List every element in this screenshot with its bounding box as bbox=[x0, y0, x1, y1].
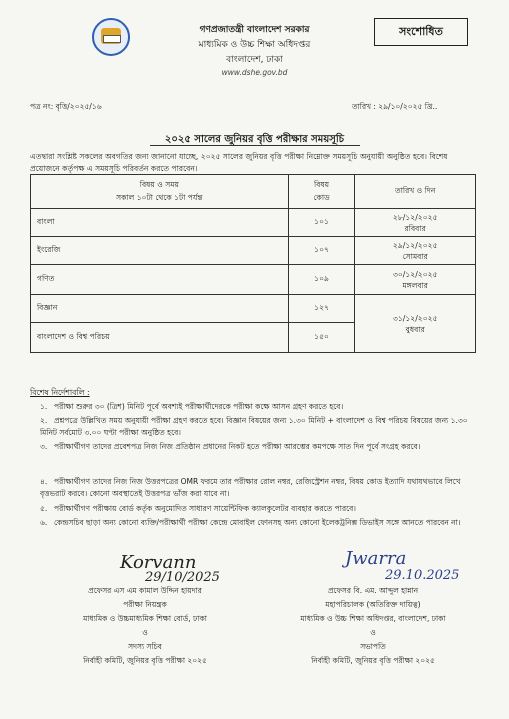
left-committee: নির্বাহী কমিটি, জুনিয়র বৃত্তি পরীক্ষা ২০২৫ bbox=[83, 656, 207, 665]
right-title: মহাপরিচালক (অতিরিক্ত দায়িত্ব) bbox=[325, 600, 421, 609]
instruction-item bbox=[40, 517, 480, 529]
left-name: প্রফেসর এস এম কামাল উদ্দিন হায়দার bbox=[88, 586, 202, 595]
subject-cell: গণিত bbox=[31, 265, 289, 295]
code-cell: ১০৭ bbox=[288, 237, 355, 265]
right-signature: Jwarra bbox=[345, 548, 407, 569]
header-subject-time bbox=[31, 175, 289, 209]
instruction-text: পরীক্ষার্থীগণ তাদের প্রবেশপত্র নিজ নিজ প্রতিষ্ঠান প্রধানের নিকট হতে পরীক্ষা আরম্ভের কমপক্ষে সাত দিন পূর্বে সংগ্রহ করবে। bbox=[54, 442, 421, 451]
subject-cell: বাংলা bbox=[31, 209, 289, 237]
subject-cell: ইংরেজি bbox=[31, 237, 289, 265]
date-cell bbox=[355, 295, 476, 353]
instruction-number: ৬. bbox=[40, 518, 48, 527]
left-signature: Korvann bbox=[120, 552, 197, 573]
right-and: ও bbox=[370, 628, 376, 637]
code-cell: ১৫০ bbox=[288, 323, 355, 353]
exam-day: বুধবার bbox=[405, 324, 425, 334]
left-and: ও bbox=[142, 628, 148, 637]
table-row bbox=[31, 237, 476, 265]
code-cell: ১০৯ bbox=[288, 265, 355, 295]
schedule-table bbox=[30, 174, 476, 353]
instruction-text: পরীক্ষার্থীগণ তাদের নিজ নিজ উত্তরপত্রের OMR ফরমে তার পরীক্ষার রোল নম্বর, রেজিস্ট্রেশন নম্বর, বিষয় কোড ইত্যাদি যথাযথভাবে লিখে বৃত্তভরাট করবে। কোনো অবস্থাতেই উত্তরপত্র ভাঁজ করা যাবে না। bbox=[40, 477, 461, 498]
left-signature-date: 29/10/2025 bbox=[145, 570, 220, 585]
table-header-row bbox=[31, 175, 476, 209]
instruction-text: প্রশ্নপত্রে উল্লিখিত সময় অনুযায়ী পরীক্ষা গ্রহণ করতে হবে। বিজ্ঞান বিষয়ের জন্য ১.৩০ মিনিট + বাংলাদেশ ও বিশ্ব পরিচয় বিষয়ের জন্য ১.৩০ মিনিট সর্বমোট ৩.০০ ঘণ্টা পরীক্ষা অনুষ্ঠিত হবে। bbox=[40, 416, 468, 437]
right-committee: নির্বাহী কমিটি, জুনিয়র বৃত্তি পরীক্ষা ২০২৫ bbox=[311, 656, 435, 665]
instruction-number: ৫. bbox=[40, 504, 48, 513]
exam-day: রবিবার bbox=[404, 223, 426, 233]
instruction-number: ৩. bbox=[40, 442, 48, 451]
left-title: পরীক্ষা নিয়ন্ত্রক bbox=[123, 600, 167, 609]
revised-stamp: সংশোধিত bbox=[374, 18, 468, 46]
header-time-label: সকাল ১০টা থেকে ১টা পর্যন্ত bbox=[116, 192, 203, 202]
left-signatory bbox=[40, 584, 250, 668]
instruction-number: ২. bbox=[40, 416, 48, 425]
right-signature-date: 29.10.2025 bbox=[385, 568, 460, 583]
date-cell bbox=[355, 237, 476, 265]
title-underline bbox=[150, 145, 360, 146]
header-date-day: তারিখ ও দিন bbox=[355, 175, 476, 209]
header-code-line1: বিষয় bbox=[314, 179, 330, 189]
table-row bbox=[31, 265, 476, 295]
memo-number: পত্র নং: বৃত্তি/২০২৫/১৬ bbox=[30, 102, 102, 111]
exam-date: ৩১/১২/২০২৫ bbox=[392, 313, 438, 323]
page-title: ২০২৫ সালের জুনিয়র বৃত্তি পরীক্ষার সময়সূচি bbox=[164, 134, 345, 145]
instruction-text: পরীক্ষার্থীগণ পরীক্ষায় বোর্ড কর্তৃক অনুমোদিত সাধারণ সায়েন্টিফিক ক্যালকুলেটর ব্যবহার করতে পারবে। bbox=[54, 504, 356, 513]
code-cell: ১০১ bbox=[288, 209, 355, 237]
instruction-text: কেন্দ্রসচিব ছাড়া অন্য কোনো ব্যক্তি/পরীক্ষার্থী পরীক্ষা কেন্দ্রে মোবাইল ফোনসহ অন্য কোনো ইলেকট্রনিক্স ডিভাইস সঙ্গে আনতে পারবেন না। bbox=[54, 518, 461, 527]
website-link[interactable]: www.dshe.gov.bd bbox=[221, 68, 288, 77]
exam-day: মঙ্গলবার bbox=[402, 280, 428, 290]
instruction-item bbox=[40, 441, 480, 453]
header-line2: মাধ্যমিক ও উচ্চ শিক্ষা অধিদপ্তর bbox=[198, 40, 311, 50]
left-org: মাধ্যমিক ও উচ্চমাধ্যমিক শিক্ষা বোর্ড, ঢাকা bbox=[83, 614, 207, 623]
subject-cell: বিজ্ঞান bbox=[31, 295, 289, 323]
exam-day: সোমবার bbox=[402, 251, 428, 261]
left-role: সদস্য সচিব bbox=[128, 642, 162, 651]
instructions-heading: বিশেষ নির্দেশাবলি : bbox=[30, 388, 90, 397]
header-line1: গণপ্রজাতন্ত্রী বাংলাদেশ সরকার bbox=[199, 25, 310, 35]
header-code-line2: কোড bbox=[313, 192, 330, 202]
instruction-item bbox=[40, 476, 480, 499]
instruction-number: ১. bbox=[40, 402, 48, 411]
table-row bbox=[31, 295, 476, 323]
instruction-number: ৪. bbox=[40, 477, 48, 486]
header-code bbox=[288, 175, 355, 209]
exam-date: ২৯/১২/২০২৫ bbox=[392, 240, 438, 250]
intro-text: এতদ্বারা সংশ্লিষ্ট সকলের অবগতির জন্য জানানো যাচ্ছে, ২০২৫ সালের জুনিয়র বৃত্তি পরীক্ষা নিম্নোক্ত সময়সূচি অনুযায়ী অনুষ্ঠিত হবে। বিশেষ প্রয়োজনে কর্তৃপক্ষ এ সময়সূচি পরিবর্তন করতে পারবেন। bbox=[30, 152, 448, 173]
right-name: প্রফেসর বি. এম. আব্দুল হান্নান bbox=[327, 586, 419, 595]
memo-date: তারিখ : ২৯/১০/২০২৫ খ্রি.. bbox=[352, 102, 438, 111]
instruction-item bbox=[40, 503, 480, 515]
code-cell: ১২৭ bbox=[288, 295, 355, 323]
subject-cell: বাংলাদেশ ও বিশ্ব পরিচয় bbox=[31, 323, 289, 353]
right-org: মাধ্যমিক ও উচ্চ শিক্ষা অধিদপ্তর, বাংলাদেশ, ঢাকা bbox=[300, 614, 446, 623]
instruction-item bbox=[40, 415, 480, 438]
date-cell bbox=[355, 209, 476, 237]
exam-date: ২৮/১২/২০২৫ bbox=[392, 212, 438, 222]
exam-date: ৩০/১২/২০২৫ bbox=[392, 269, 438, 279]
table-row bbox=[31, 209, 476, 237]
instruction-item bbox=[40, 401, 480, 413]
right-role: সভাপতি bbox=[360, 642, 386, 651]
right-signatory bbox=[258, 584, 488, 668]
header-line3: বাংলাদেশ, ঢাকা bbox=[226, 55, 283, 65]
header-subject-label: বিষয় ও সময় bbox=[139, 179, 179, 189]
instruction-text: পরীক্ষা শুরুর ৩০ (ত্রিশ) মিনিট পূর্বে অবশ্যই পরীক্ষার্থীদেরকে পরীক্ষা কক্ষে আসন গ্রহণ করতে হবে। bbox=[54, 402, 344, 411]
date-cell bbox=[355, 265, 476, 295]
